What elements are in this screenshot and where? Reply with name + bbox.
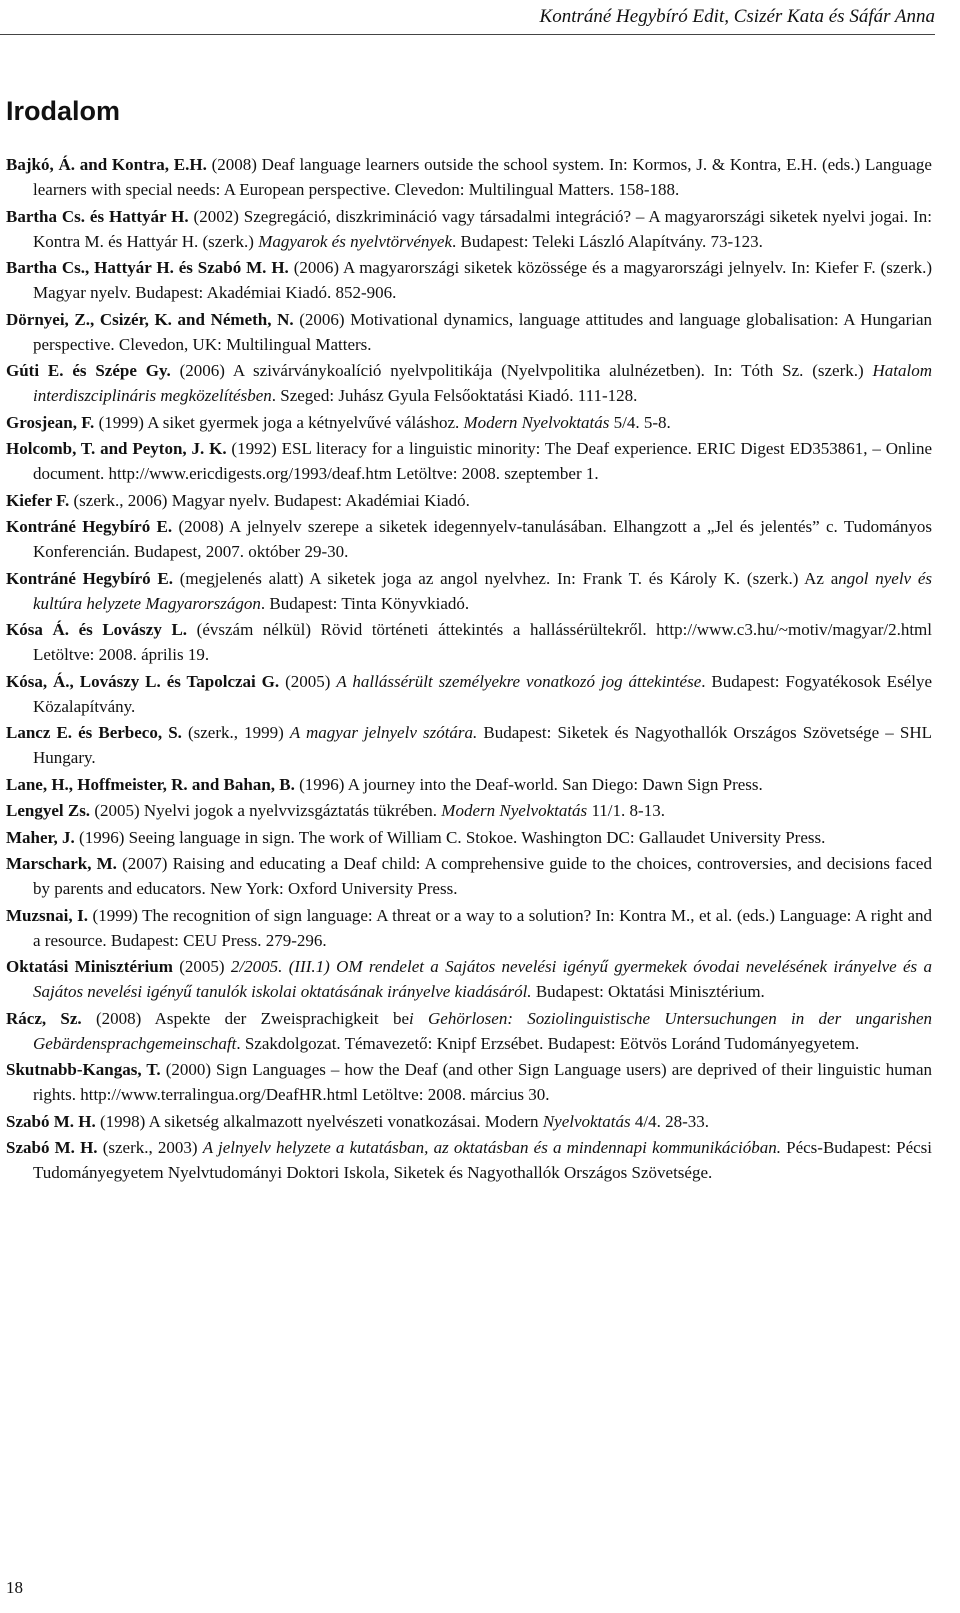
reference-entry xyxy=(6,669,932,719)
reference-entry xyxy=(6,1109,932,1134)
reference-authors: Grosjean, F. xyxy=(6,412,95,432)
reference-text: . Szakdolgozat. Témavezető: Knipf Erzsébet. Budapest: Eötvös Loránd Tudományegyetem. xyxy=(236,1033,860,1053)
reference-list xyxy=(6,152,932,1187)
reference-entry xyxy=(6,152,932,202)
reference-text: (szerk., 2003) xyxy=(97,1138,203,1157)
reference-text: (2006) A magyarországi siketek közössége és a magyarországi jelnyelv. In: Kiefer F. (szerk.) Magyar nyelv. Budapest: Akadémiai Kiadó. 852-906. xyxy=(33,258,932,302)
reference-entry xyxy=(6,410,932,435)
reference-entry xyxy=(6,307,932,357)
reference-entry xyxy=(6,617,932,667)
reference-entry xyxy=(6,954,932,1004)
reference-title-italic: Nyelvoktatás xyxy=(542,1111,631,1131)
reference-title-italic: A jelnyelv helyzete a kutatásban, az oktatásban és a mindennapi kommunikációban. xyxy=(202,1138,781,1157)
reference-entry xyxy=(6,903,932,953)
reference-entry xyxy=(6,798,932,823)
reference-text: (2007) Raising and educating a Deaf child: A comprehensive guide to the choices, controversies, and decisions faced by parents and educators. New York: Oxford University Press. xyxy=(33,854,932,898)
reference-authors: Kontráné Hegybíró E. xyxy=(6,517,173,536)
reference-title-italic: 2/2005. (III.1) OM rendelet a Sajátos nevelési igényű gyermekek óvodai nevelésének irányelve és a Sajátos nevelési igényű tanulók iskolai oktatásának irányelve kiadásáról. xyxy=(33,957,932,1001)
reference-text: Pécs-Budapest: Pécsi Tudományegyetem Nyelvtudományi Doktori Iskola, Siketek és Nagyothallók Országos Szövetsége. xyxy=(33,1138,932,1182)
reference-text: . Budapest: Teleki László Alapítvány. 73-123. xyxy=(452,231,763,251)
reference-text: 11/1. 8-13. xyxy=(587,801,665,820)
reference-text: (szerk., 1999) xyxy=(181,723,290,742)
reference-title-italic: Modern Nyelvoktatás xyxy=(441,801,588,820)
reference-title-italic: i Gehörlosen: Soziolinguistische Untersuchungen in der ungarishen Gebärdensprachgemeinschaft xyxy=(33,1008,932,1053)
reference-authors: Holcomb, T. and Peyton, J. K. xyxy=(6,439,227,458)
reference-entry xyxy=(6,255,932,305)
reference-text: 5/4. 5-8. xyxy=(609,412,671,432)
reference-text: . Budapest: Tinta Könyvkiadó. xyxy=(260,593,470,613)
reference-title-italic: Magyarok és nyelvtörvények xyxy=(258,231,453,251)
reference-entry xyxy=(6,1057,932,1107)
reference-authors: Bajkó, Á. and Kontra, E.H. xyxy=(6,155,207,174)
reference-title-italic: Hatalom interdiszciplináris megközelítésben xyxy=(33,361,932,405)
reference-entry xyxy=(6,204,932,254)
reference-authors: Szabó M. H. xyxy=(6,1111,96,1131)
reference-entry xyxy=(6,488,932,513)
reference-title-italic: ngol nyelv és kultúra helyzete Magyarországon xyxy=(33,568,933,613)
reference-entry xyxy=(6,851,932,901)
reference-authors: Maher, J. xyxy=(6,827,75,847)
reference-entry xyxy=(6,514,932,564)
reference-authors: Muzsnai, I. xyxy=(6,905,88,925)
page-number: 18 xyxy=(6,1578,23,1597)
reference-title-italic: A magyar jelnyelv szótára. xyxy=(289,723,478,742)
reference-text: (2006) A szivárványkoalíció nyelvpolitikája (Nyelvpolitika alulnézetben). In: Tóth Sz. (szerk.) xyxy=(170,361,873,380)
reference-authors: Bartha Cs., Hattyár H. és Szabó M. H. xyxy=(6,258,289,277)
reference-text: (2005) xyxy=(279,671,337,691)
reference-text: (1999) The recognition of sign language: A threat or a way to a solution? In: Kontra M., et al. (eds.) Language: A right and a resource. Budapest: CEU Press. 279-296. xyxy=(33,905,932,950)
reference-title-italic: Modern Nyelvoktatás xyxy=(463,412,610,432)
reference-text: 4/4. 28-33. xyxy=(630,1111,710,1131)
reference-entry xyxy=(6,1135,932,1185)
reference-text: (1992) ESL literacy for a linguistic minority: The Deaf experience. ERIC Digest ED353861, – Online document. http://www.ericdigests.org/1993/deaf.htm Letöltve: 2008. szeptember 1. xyxy=(33,439,932,483)
reference-authors: Lengyel Zs. xyxy=(6,801,91,820)
reference-authors: Gúti E. és Szépe Gy. xyxy=(6,361,171,380)
reference-text: (1996) A journey into the Deaf-world. San Diego: Dawn Sign Press. xyxy=(294,774,763,794)
reference-title-italic: A hallássérült személyekre vonatkozó jog áttekintése xyxy=(336,671,702,691)
reference-text: (megjelenés alatt) A siketek joga az angol nyelvhez. In: Frank T. és Károly K. (szerk.) Az a xyxy=(172,568,839,588)
reference-entry xyxy=(6,566,932,616)
reference-authors: Bartha Cs. és Hattyár H. xyxy=(6,206,189,226)
reference-text: (évszám nélkül) Rövid történeti áttekintés a hallássérültekről. http://www.c3.hu/~motiv/magyar/2.html Letöltve: 2008. április 19. xyxy=(33,620,932,664)
reference-entry xyxy=(6,358,932,408)
reference-text: (1996) Seeing language in sign. The work of William C. Stokoe. Washington DC: Gallaudet University Press. xyxy=(74,827,826,847)
reference-text: (szerk., 2006) Magyar nyelv. Budapest: Akadémiai Kiadó. xyxy=(69,490,470,510)
reference-text: (2002) Szegregáció, diszkrimináció vagy társadalmi integráció? – A magyarországi siketek nyelvi jogai. In: Kontra M. és Hattyár H. (szerk.) xyxy=(33,206,932,251)
section-title: Irodalom xyxy=(6,96,121,126)
reference-text: (2000) Sign Languages – how the Deaf (and other Sign Language users) are deprived of their linguistic human rights. http://www.terralingua.org/DeafHR.html Letöltve: 2008. március 30. xyxy=(33,1060,932,1104)
reference-entry xyxy=(6,1006,932,1056)
reference-text: (2006) Motivational dynamics, language attitudes and language globalisation: A Hungarian perspective. Clevedon, UK: Multilingual Matters. xyxy=(33,309,932,354)
reference-text: (2008) A jelnyelv szerepe a siketek idegennyelv-tanulásában. Elhangzott a „Jel és jelentés” c. Tudományos Konferencián. Budapest, 2007. október 29-30. xyxy=(33,517,932,561)
reference-text: . Szeged: Juhász Gyula Felsőoktatási Kiadó. 111-128. xyxy=(271,386,638,405)
reference-authors: Kósa Á. és Lovászy L. xyxy=(6,620,188,639)
reference-text: (1998) A siketség alkalmazott nyelvészeti vonatkozásai. Modern xyxy=(95,1111,543,1131)
reference-text: (2005) xyxy=(172,957,231,976)
reference-text: (1999) A siket gyermek joga a kétnyelvűvé váláshoz. xyxy=(94,412,464,432)
reference-authors: Marschark, M. xyxy=(6,854,117,873)
reference-text: (2008) Deaf language learners outside the school system. In: Kormos, J. & Kontra, E.H. (eds.) Language learners with special needs: A European perspective. Clevedon: Multilingual Matters. 158-188. xyxy=(33,155,932,199)
reference-authors: Kiefer F. xyxy=(6,490,70,510)
reference-text: . Budapest: Fogyatékosok Esélye Közalapítvány. xyxy=(33,671,932,716)
reference-authors: Kontráné Hegybíró E. xyxy=(6,568,173,588)
reference-entry xyxy=(6,436,932,486)
reference-entry xyxy=(6,825,932,850)
reference-authors: Rácz, Sz. xyxy=(6,1008,82,1028)
reference-authors: Oktatási Minisztérium xyxy=(6,957,173,976)
reference-authors: Kósa, Á., Lovászy L. és Tapolczai G. xyxy=(6,671,280,691)
reference-text: Budapest: Siketek és Nagyothallók Országos Szövetsége – SHL Hungary. xyxy=(33,723,932,767)
reference-authors: Lane, H., Hoffmeister, R. and Bahan, B. xyxy=(6,774,295,794)
reference-entry xyxy=(6,772,932,797)
reference-authors: Lancz E. és Berbeco, S. xyxy=(6,723,182,742)
reference-text: Budapest: Oktatási Minisztérium. xyxy=(531,982,765,1001)
running-title: Kontráné Hegybíró Edit, Csizér Kata és Sáfár Anna xyxy=(539,6,935,27)
reference-authors: Skutnabb-Kangas, T. xyxy=(6,1060,161,1079)
reference-text: (2005) Nyelvi jogok a nyelvvizsgáztatás tükrében. xyxy=(90,801,442,820)
reference-entry xyxy=(6,720,932,770)
running-header xyxy=(0,6,935,35)
reference-authors: Szabó M. H. xyxy=(6,1138,98,1157)
reference-authors: Dörnyei, Z., Csizér, K. and Németh, N. xyxy=(6,309,294,329)
reference-text: (2008) Aspekte der Zweisprachigkeit be xyxy=(81,1008,409,1028)
